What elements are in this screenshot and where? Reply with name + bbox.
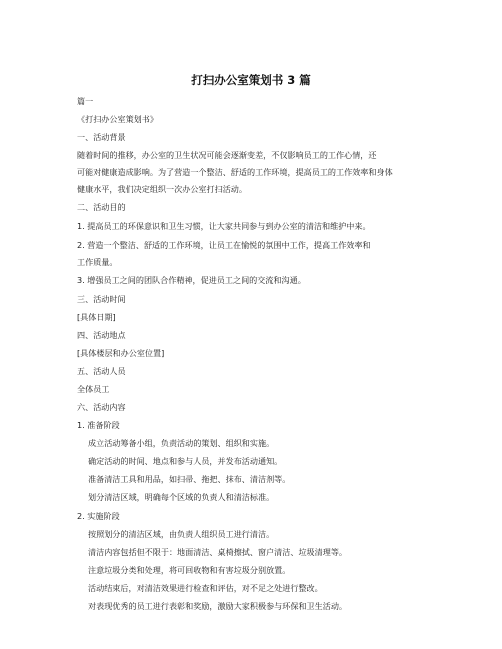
heading-time: 三、活动时间	[77, 294, 126, 304]
list-item: 成立活动筹备小组，负责活动的策划、组织和实施。	[88, 438, 275, 448]
heading-background: 一、活动背景	[77, 132, 126, 142]
heading-location: 四、活动地点	[77, 330, 126, 340]
heading-participants: 五、活动人员	[77, 366, 126, 376]
subtitle: 《打扫办公室策划书》	[77, 114, 158, 124]
placeholder-location: [具体楼层和办公室位置]	[77, 348, 165, 358]
list-item: 按照划分的清洁区域，由负责人组织员工进行清洁。	[88, 529, 275, 539]
paragraph-line: 随着时间的推移，办公室的卫生状况可能会逐渐变差，不仅影响员工的工作心情，还	[77, 150, 377, 160]
placeholder-date: [具体日期]	[77, 312, 116, 322]
heading-content: 六、活动内容	[77, 402, 126, 412]
document-title: 打扫办公室策划书 3 篇	[191, 73, 311, 87]
participants-text: 全体员工	[77, 384, 110, 394]
paragraph-line: 健康水平，我们决定组织一次办公室打扫活动。	[77, 184, 247, 194]
list-item: 对表现优秀的员工进行表彰和奖励，激励大家积极参与环保和卫生活动。	[88, 601, 348, 611]
list-item: 3. 增强员工之间的团队合作精神，促进员工之间的交流和沟通。	[77, 275, 306, 285]
list-item: 1. 提高员工的环保意识和卫生习惯，让大家共同参与到办公室的清洁和维护中来。	[77, 221, 371, 231]
subheading-preparation: 1. 准备阶段	[77, 420, 120, 430]
list-item: 活动结束后，对清洁效果进行检查和评估，对不足之处进行整改。	[88, 583, 323, 593]
list-item: 2. 营造一个整洁、舒适的工作环境，让员工在愉悦的氛围中工作，提高工作效率和	[77, 240, 371, 250]
list-item: 注意垃圾分类和处理，将可回收物和有害垃圾分别放置。	[88, 565, 291, 575]
list-item: 确定活动的时间、地点和参与人员，并发布活动通知。	[88, 456, 283, 466]
section-label: 篇一	[77, 96, 94, 106]
list-item: 准备清洁工具和用品，如扫帚、拖把、抹布、清洁剂等。	[88, 474, 291, 484]
list-item: 划分清洁区域，明确每个区域的负责人和清洁标准。	[88, 492, 275, 502]
list-item: 清洁内容包括但不限于：地面清洁、桌椅擦拭、窗户清洁、垃圾清理等。	[88, 547, 348, 557]
subheading-implementation: 2. 实施阶段	[77, 511, 120, 521]
heading-purpose: 二、活动目的	[77, 202, 126, 212]
list-item-continued: 工作质量。	[77, 257, 118, 267]
paragraph-line: 可能对健康造成影响。为了营造一个整洁、舒适的工作环境，提高员工的工作效率和身体	[77, 167, 393, 177]
